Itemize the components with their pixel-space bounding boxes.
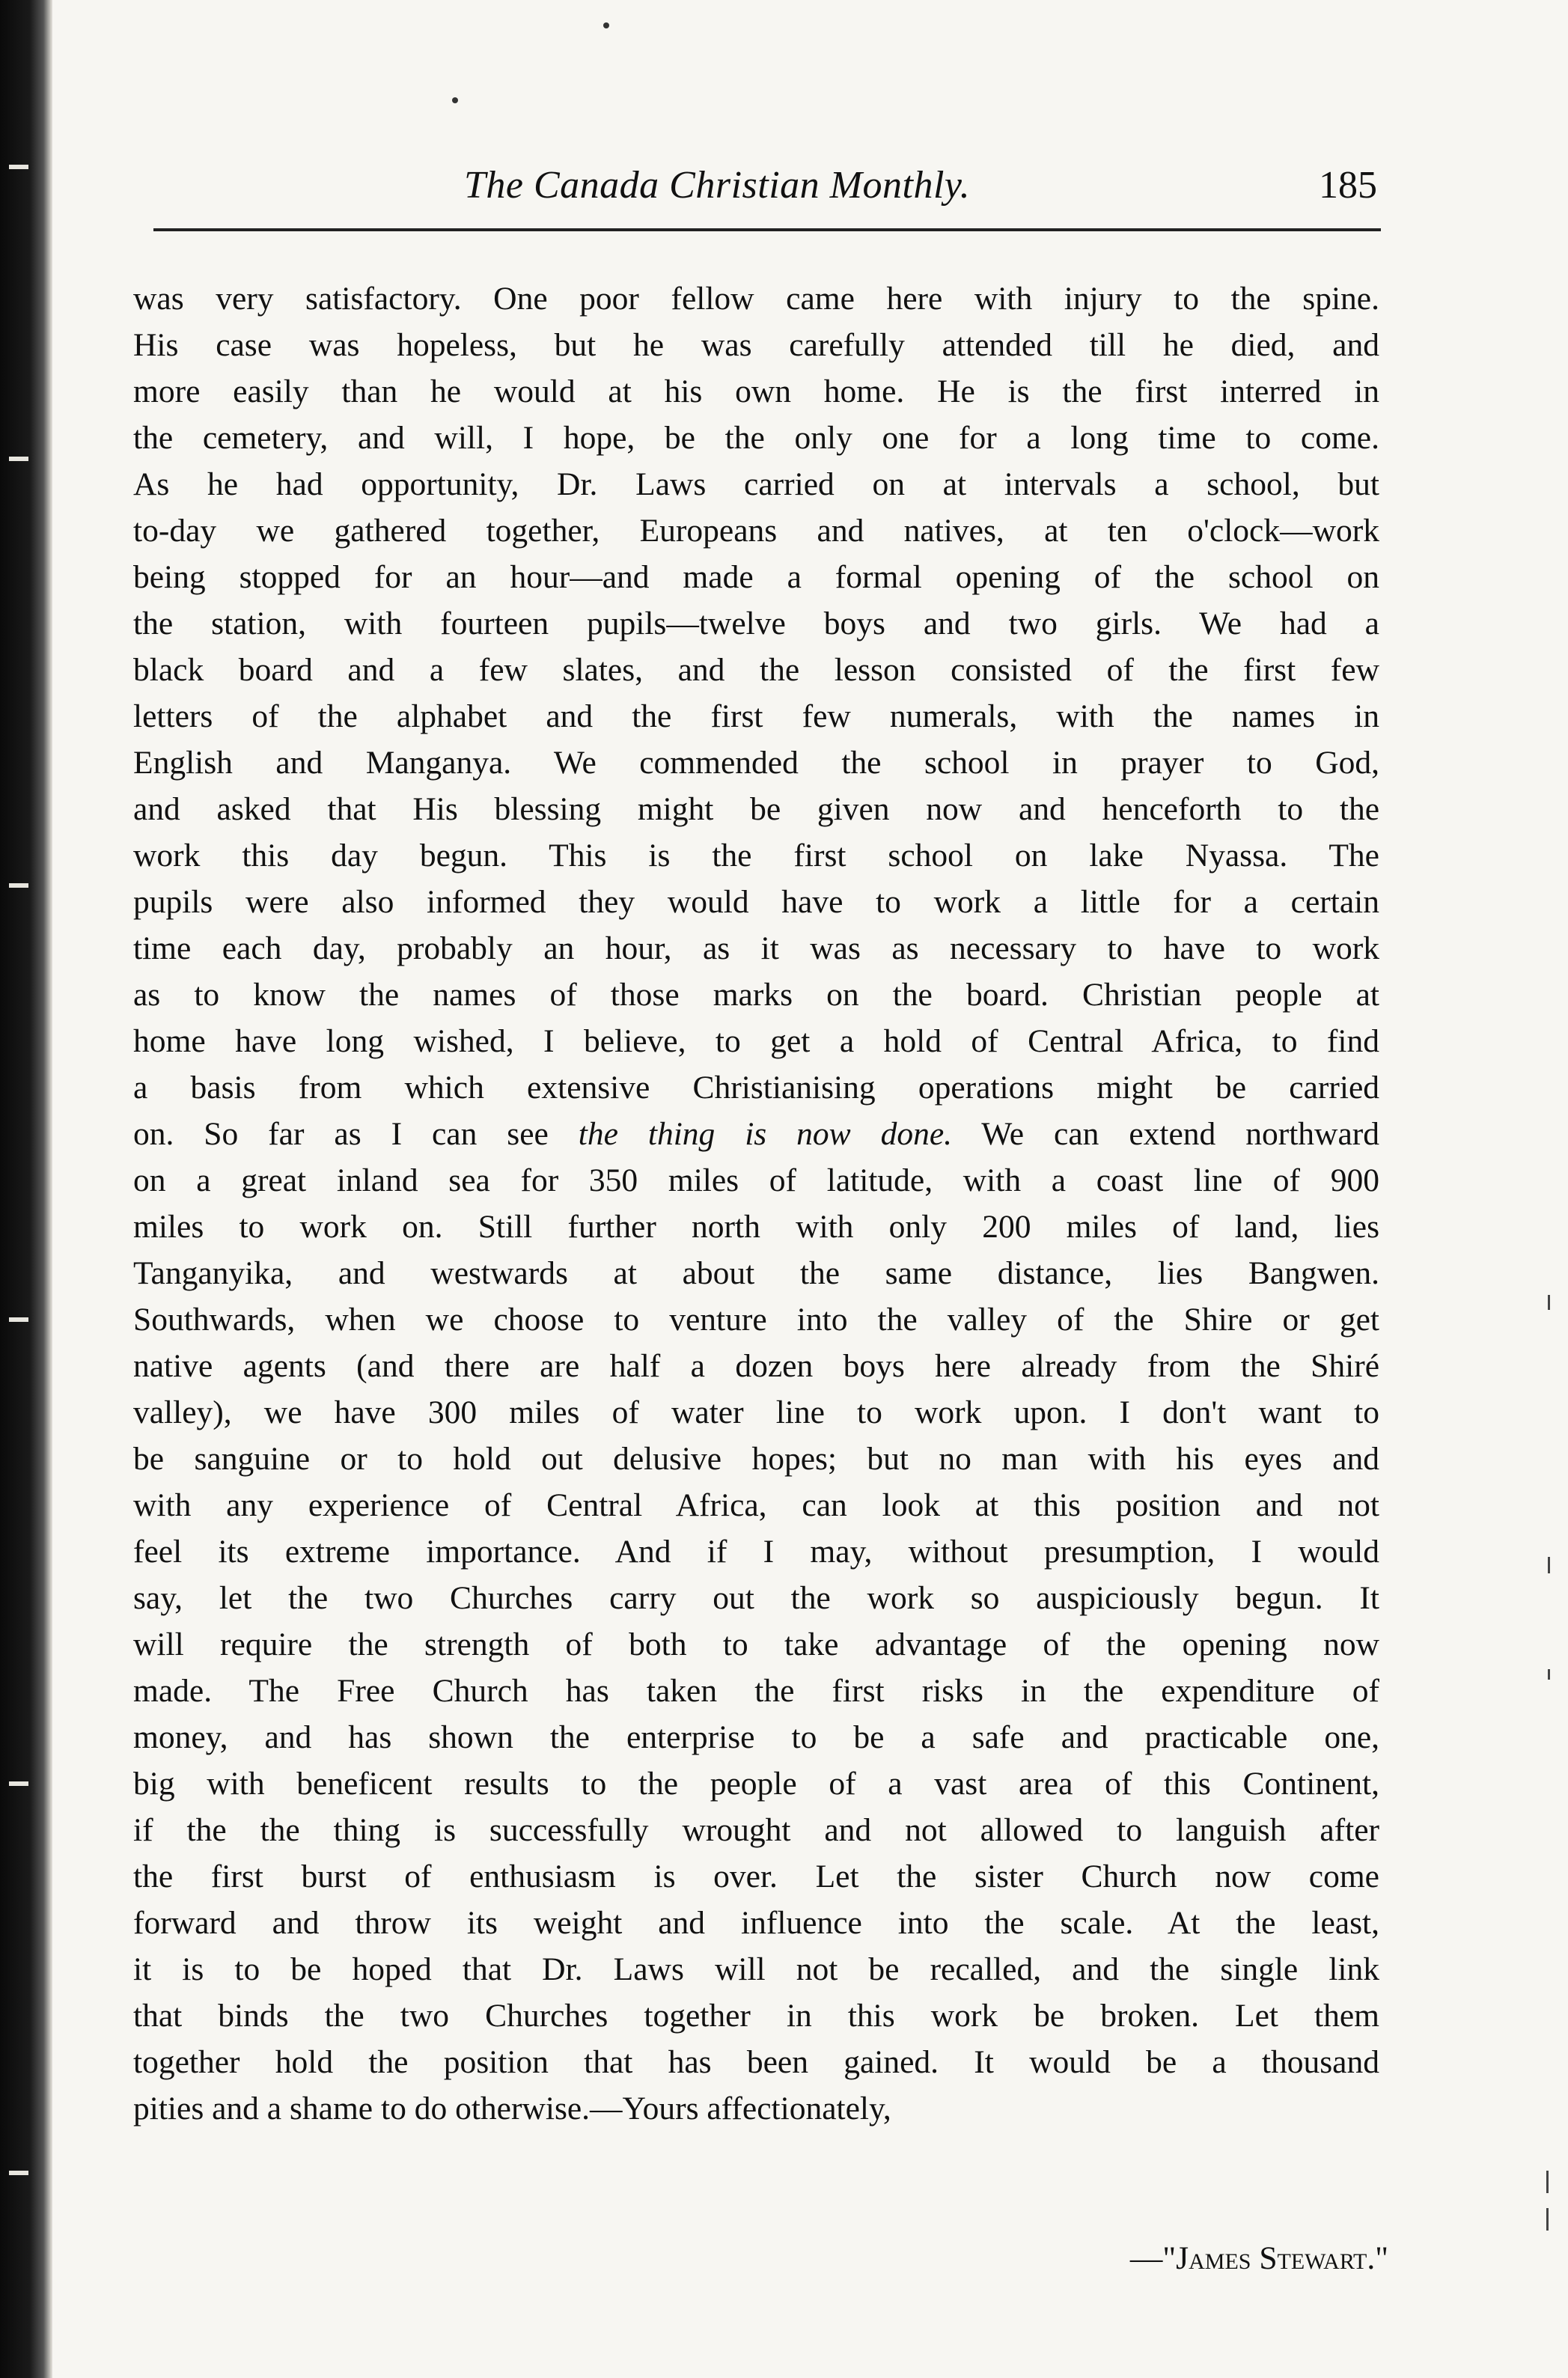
journal-title: The Canada Christian Monthly. — [464, 164, 971, 207]
text-line: to-day we gathered together, Europeans and natives, at ten o'clock—work — [133, 513, 1379, 549]
text-line: say, let the two Churches carry out the work so auspiciously begun. It — [133, 1580, 1379, 1616]
signature: —"James Stewart." — [1129, 2240, 1388, 2276]
text-line: valley), we have 300 miles of water line to work upon. I don't want to — [133, 1394, 1379, 1430]
text-line: His case was hopeless, but he was carefully attended till he died, and — [133, 327, 1379, 363]
text-line: pities and a shame to do otherwise.—Yours affectionately, — [133, 2091, 891, 2127]
spine-mark — [9, 165, 28, 169]
text-line: feel its extreme importance. And if I may, without presumption, I would — [133, 1534, 1379, 1570]
margin-mark — [1548, 1295, 1550, 1310]
text-line: that binds the two Churches together in this work be broken. Let them — [133, 1998, 1379, 2034]
text-line: As he had opportunity, Dr. Laws carried on at intervals a school, but — [133, 466, 1379, 502]
text-line-with-italic — [133, 1111, 1379, 1157]
text-line: the first burst of enthusiasm is over. Let the sister Church now come — [133, 1859, 1379, 1894]
page-number: 185 — [1319, 164, 1377, 207]
letter-body — [133, 275, 1379, 2132]
text-line: together hold the position that has been gained. It would be a thousand — [133, 2044, 1379, 2080]
text-line: a basis from which extensive Christianising operations might be carried — [133, 1070, 1379, 1106]
text-line: with any experience of Central Africa, can look at this position and not — [133, 1487, 1379, 1523]
text-line: money, and has shown the enterprise to be a safe and practicable one, — [133, 1719, 1379, 1755]
text-run: We can extend northward — [952, 1116, 1379, 1152]
text-line: and asked that His blessing might be given now and henceforth to the — [133, 791, 1379, 827]
text-line: more easily than he would at his own home. He is the first interred in — [133, 374, 1379, 409]
margin-mark — [1546, 2171, 1549, 2193]
text-line: made. The Free Church has taken the first risks in the expenditure of — [133, 1673, 1379, 1709]
italic-phrase: the thing is now done. — [578, 1116, 953, 1152]
spine-mark — [9, 1317, 28, 1322]
spine-mark — [9, 457, 28, 461]
book-spine-shadow — [0, 0, 52, 2378]
text-line: time each day, probably an hour, as it was as necessary to have to work — [133, 930, 1379, 966]
text-line: was very satisfactory. One poor fellow came here with injury to the spine. — [133, 281, 1379, 317]
spine-mark — [9, 883, 28, 888]
spine-mark — [9, 2171, 28, 2175]
running-head — [165, 163, 1377, 216]
spine-mark — [9, 1781, 28, 1786]
margin-mark — [1548, 1557, 1550, 1573]
text-line: it is to be hoped that Dr. Laws will not be recalled, and the single link — [133, 1951, 1379, 1987]
text-line: Tanganyika, and westwards at about the same distance, lies Bangwen. — [133, 1255, 1379, 1291]
text-line: native agents (and there are half a dozen boys here already from the Shiré — [133, 1348, 1379, 1384]
text-line: forward and throw its weight and influence into the scale. At the least, — [133, 1905, 1379, 1941]
text-line: pupils were also informed they would have to work a little for a certain — [133, 884, 1379, 920]
text-line: Southwards, when we choose to venture into the valley of the Shire or get — [133, 1302, 1379, 1338]
text-line: being stopped for an hour—and made a formal opening of the school on — [133, 559, 1379, 595]
speck — [452, 97, 458, 103]
text-line: letters of the alphabet and the first few numerals, with the names in — [133, 698, 1379, 734]
text-line: will require the strength of both to take advantage of the opening now — [133, 1627, 1379, 1662]
margin-mark — [1546, 2208, 1549, 2231]
text-line: English and Manganya. We commended the school in prayer to God, — [133, 745, 1379, 781]
text-line: the station, with fourteen pupils—twelve boys and two girls. We had a — [133, 606, 1379, 641]
header-rule — [153, 228, 1381, 231]
text-line: black board and a few slates, and the lesson consisted of the first few — [133, 652, 1379, 688]
text-line: home have long wished, I believe, to get a hold of Central Africa, to find — [133, 1023, 1379, 1059]
text-line: be sanguine or to hold out delusive hopes; but no man with his eyes and — [133, 1441, 1379, 1477]
text-line: big with beneficent results to the people of a vast area of this Continent, — [133, 1766, 1379, 1802]
margin-mark — [1548, 1669, 1550, 1680]
text-line: as to know the names of those marks on the board. Christian people at — [133, 977, 1379, 1013]
text-line: miles to work on. Still further north with only 200 miles of land, lies — [133, 1209, 1379, 1245]
text-line: work this day begun. This is the first school on lake Nyassa. The — [133, 838, 1379, 874]
text-line: on a great inland sea for 350 miles of latitude, with a coast line of 900 — [133, 1162, 1379, 1198]
text-run: on. So far as I can see — [133, 1116, 579, 1152]
speck — [603, 22, 609, 28]
text-line: the cemetery, and will, I hope, be the only one for a long time to come. — [133, 420, 1379, 456]
text-line: if the the thing is successfully wrought and not allowed to languish after — [133, 1812, 1379, 1848]
